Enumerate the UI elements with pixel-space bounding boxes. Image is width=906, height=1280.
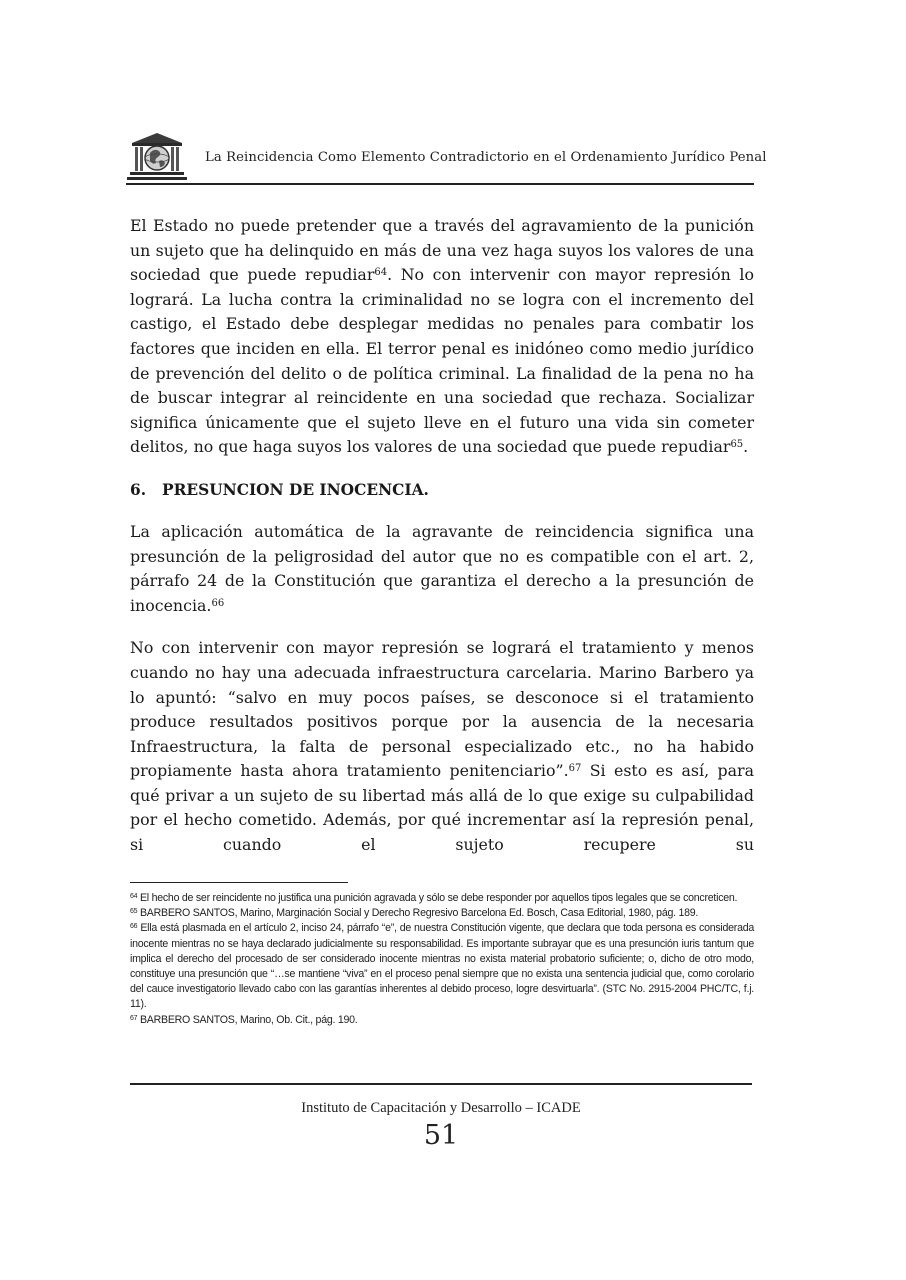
footnote-number: 67 bbox=[130, 1014, 138, 1022]
footnote-ref: 65 bbox=[730, 439, 744, 451]
paragraph-text: . bbox=[743, 437, 749, 457]
paragraph-text: . No con intervenir con mayor represión lo logrará. La lucha contra la criminalidad no se logra con el incremento del castigo, el Estado debe desplegar medidas no penales para combatir los factores que inciden en ella. El terror penal es inidóneo como medio jurídico de prevención del delito o de política criminal. La finalidad de la pena no ha de buscar integrar al reincidente en una sociedad que rechaza. Socializar significa únicamente que el sujeto lleve en el futuro una vida sin cometer delitos, no que haga suyos los valores de una sociedad que puede repudiar bbox=[130, 265, 754, 457]
footnote-64 bbox=[130, 891, 754, 906]
footnote-number: 65 bbox=[130, 908, 138, 916]
paragraph-text: No con intervenir con mayor represión se logrará el tratamiento y menos cuando no hay una adecuada infraestructura carcelaria. Marino Barbero ya lo apuntó: “salvo en muy pocos países, se desconoce si el tratamiento produce resultados positivos porque por la ausencia de la necesaria Infraestructura, la falta de personal especializado etc., no ha habido propiamente hasta ahora tratamiento penitenciario”. bbox=[130, 638, 754, 781]
main-content bbox=[130, 214, 754, 876]
paragraph-text: La aplicación automática de la agravante de reincidencia significa una presunción de la peligrosidad del autor que no es compatible con el art. 2, párrafo 24 de la Constitución que garantiza el derecho a la presunción de inocencia. bbox=[130, 521, 754, 615]
institution-building-globe-icon bbox=[126, 132, 188, 182]
section-number: 6. bbox=[130, 480, 147, 499]
footnotes bbox=[130, 891, 754, 1028]
footnote-text: El hecho de ser reincidente no justifica una punición agravada y sólo se debe responder por aquellos tipos legales que se concreticen. bbox=[137, 892, 738, 904]
page-header bbox=[126, 130, 767, 184]
footnote-ref: 67 bbox=[568, 763, 582, 775]
footnote-divider bbox=[130, 882, 348, 883]
footnote-number: 64 bbox=[130, 893, 138, 900]
footnote-text: Ella está plasmada en el artículo 2, inciso 24, párrafo “e”, de nuestra Constitución vigente, que declara que toda persona es considerada inocente mientras no se haya declarado judicialmente su responsabilidad. Es importante subrayar que es una presunción iuris tantum que implica el derecho del procesado de ser considerado inocente mientras no exista material probatorio suficiente; o, dicho de otro modo, constituye una presunción que “…se mantiene “viva” en el proceso penal siempre que no exista una sentencia judicial que, como corolario del cauce investigatorio llevado cabo con las garantías inherentes al debido proceso, logre desvirtuarla”. (STC No. 2915-2004 PHC/TC, f.j. 11). bbox=[130, 922, 754, 1011]
page-number: 51 bbox=[423, 1120, 459, 1151]
footnote-number: 66 bbox=[130, 923, 138, 931]
footnote-ref: 66 bbox=[211, 597, 225, 609]
footnote-66 bbox=[130, 921, 754, 1012]
footer-divider bbox=[130, 1083, 752, 1085]
footer-institute: Instituto de Capacitación y Desarrollo – ICADE bbox=[301, 1100, 581, 1116]
header-divider bbox=[126, 183, 754, 185]
paragraph-2 bbox=[130, 520, 754, 618]
footnote-67 bbox=[130, 1013, 754, 1028]
section-title: PRESUNCION DE INOCENCIA. bbox=[162, 480, 429, 499]
footnote-65 bbox=[130, 906, 754, 921]
paragraph-3 bbox=[130, 636, 754, 857]
paragraph-text: Si esto es así, para qué privar a un sujeto de su libertad más allá de lo que exige su culpabilidad por el hecho cometido. Además, por qué incrementar así la represión penal, si cuando el sujeto recupere su bbox=[130, 761, 754, 855]
paragraph-1 bbox=[130, 214, 754, 460]
footnote-text: BARBERO SANTOS, Marino, Ob. Cit., pág. 190. bbox=[137, 1013, 358, 1026]
footnote-text: BARBERO SANTOS, Marino, Marginación Social y Derecho Regresivo Barcelona Ed. Bosch, Casa Editorial, 1980, pág. 189. bbox=[137, 907, 699, 920]
header-title: La Reincidencia Como Elemento Contradictorio en el Ordenamiento Jurídico Penal bbox=[205, 150, 767, 165]
paragraph-text: El Estado no puede pretender que a través del agravamiento de la punición un sujeto que ha delinquido en más de una vez haga suyos los valores de una sociedad que puede repudiar bbox=[130, 216, 754, 285]
section-heading bbox=[130, 478, 754, 502]
footnote-ref: 64 bbox=[374, 267, 388, 279]
